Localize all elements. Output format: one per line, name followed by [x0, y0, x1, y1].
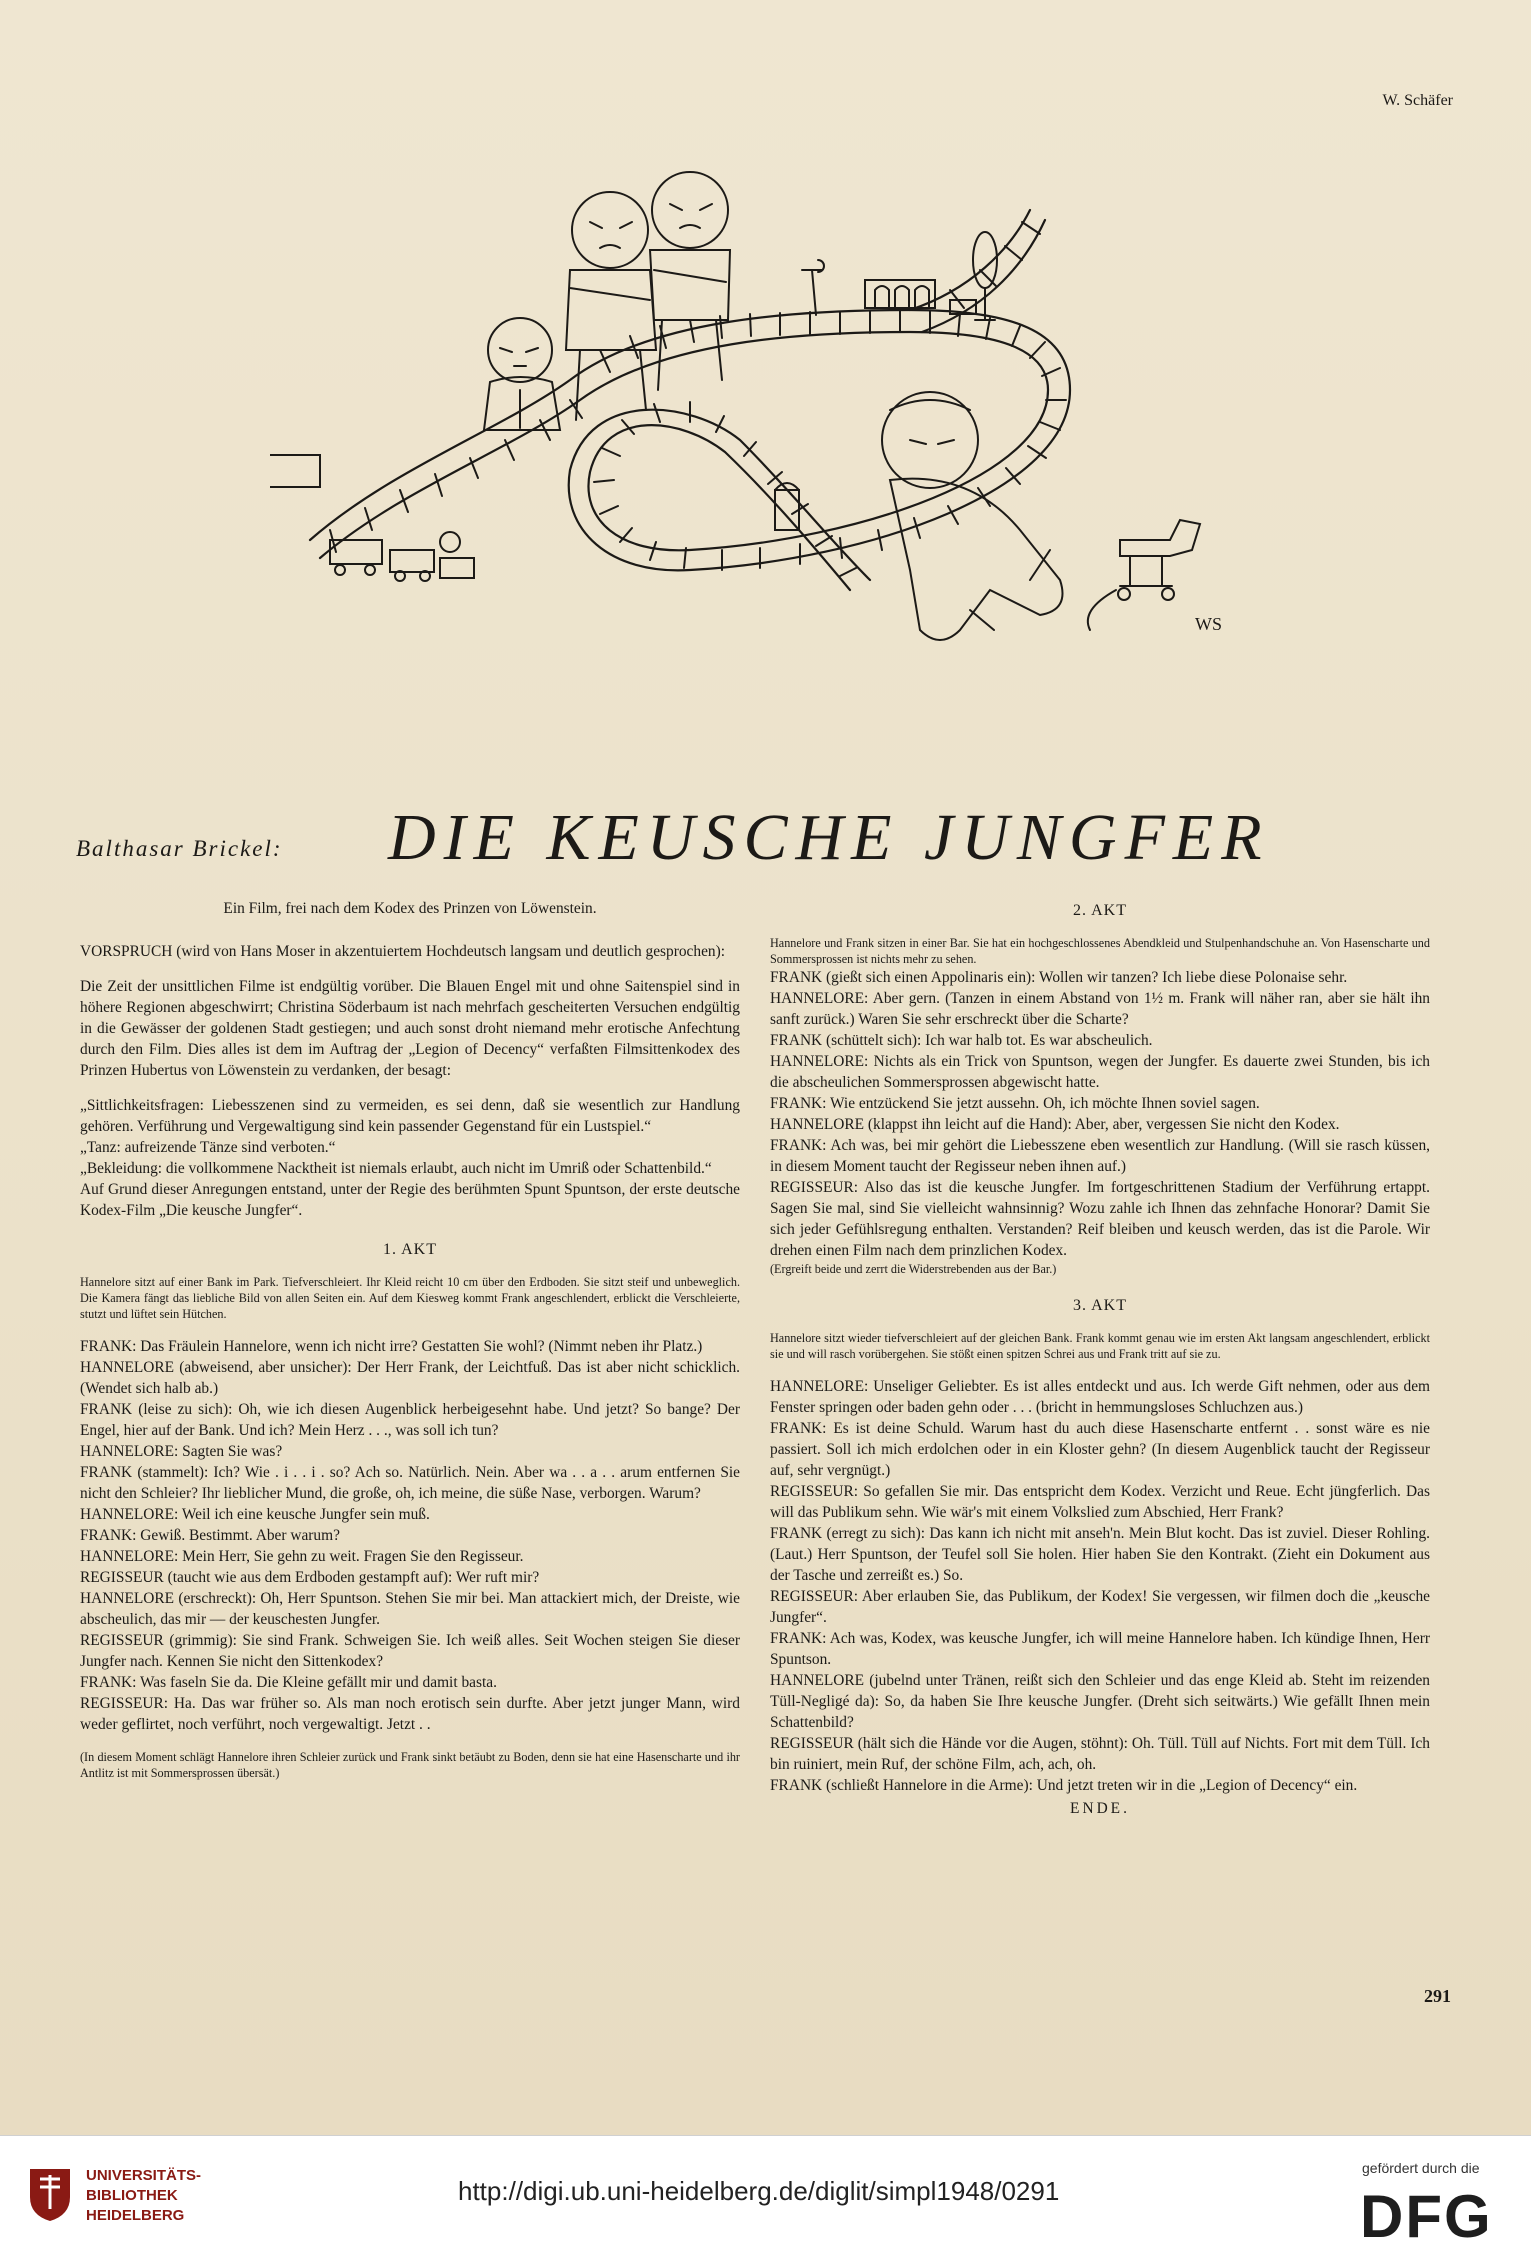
- paragraph: REGISSEUR: Ha. Das war früher so. Als man noch erotisch sein durfte. Aber jetzt junger Mann, wird weder geflirtet, noch verführt, noch vergewaltigt. Jetzt . .: [80, 1695, 740, 1733]
- paragraph: Auf Grund dieser Anregungen entstand, unter der Regie des berühmten Spunt Spuntson, der erste deutsche Kodex-Film „Die keusche Jungfer“.: [80, 1181, 740, 1219]
- left-column: [80, 898, 740, 1781]
- paragraph: FRANK (erregt zu sich): Das kann ich nicht mit anseh'n. Mein Blut kocht. Das ist zuviel. Dieser Rohling. (Laut.) Herr Spuntson, der Teufel soll Sie holen. Hier haben Sie den Kontrakt. (Zieht ein Dokument aus der Tasche und zerreißt es.) So.: [770, 1525, 1430, 1584]
- funded-by-label: gefördert durch die: [1362, 2160, 1480, 2176]
- paragraph: FRANK: Das Fräulein Hannelore, wenn ich nicht irre? Gestatten Sie wohl? (Nimmt neben ihr Platz.): [80, 1338, 703, 1355]
- paragraph-gap: [770, 1277, 1430, 1291]
- illustration-toy-train: [270, 110, 1270, 770]
- paragraph: (Ergreift beide und zerrt die Widerstrebenden aus der Bar.): [770, 1262, 1057, 1276]
- paragraph-gap: [80, 1081, 740, 1095]
- paragraph-gap: [80, 962, 740, 976]
- paragraph: FRANK: Es ist deine Schuld. Warum hast du auch diese Hasenscharte entfernt . . sonst wäre es nie passiert. Soll ich mich erdolchen oder in ein Kloster gehn? (In diesem Augenblick taucht der Regisseur auf, sehr vergnügt.): [770, 1420, 1430, 1479]
- paragraph: HANNELORE: Aber gern. (Tanzen in einem Abstand von 1½ m. Frank will näher ran, aber sie hält ihn sanft zurück.) Waren Sie sehr erschreckt über die Scharte?: [770, 990, 1430, 1028]
- source-url-link[interactable]: http://digi.ub.uni-heidelberg.de/diglit/simpl1948/0291: [458, 2176, 1060, 2206]
- paragraph: FRANK: Ach was, Kodex, was keusche Jungfer, ich will meine Hannelore haben. Ich kündige Ihnen, Herr Spuntson.: [770, 1630, 1430, 1668]
- right-column-body: [770, 900, 1430, 1796]
- paragraph: VORSPRUCH (wird von Hans Moser in akzentuiertem Hochdeutsch langsam und deutlich gesprochen):: [80, 943, 726, 960]
- toy-horse: [1088, 520, 1200, 630]
- paragraph: HANNELORE: Sagten Sie was?: [80, 1443, 283, 1460]
- paragraph: „Sittlichkeitsfragen: Liebesszenen sind zu vermeiden, es sei denn, daß sie wesentlich zur Handlung gehören. Verführung und Vergewaltigung sind kein passender Gegenstand für ein Lustspiel.“: [80, 1097, 740, 1135]
- paragraph-gap: [770, 1362, 1430, 1376]
- dfg-logo: DFG: [1360, 2183, 1493, 2250]
- paragraph: HANNELORE: Nichts als ein Trick von Spuntson, wegen der Jungfer. Es dauerte zwei Stunden, bis ich die abscheulichen Sommersprossen abgewischt hatte.: [770, 1053, 1430, 1091]
- paragraph: FRANK (schüttelt sich): Ich war halb tot. Es war abscheulich.: [770, 1032, 1153, 1049]
- paragraph: REGISSEUR (grimmig): Sie sind Frank. Schweigen Sie. Ich weiß alles. Seit Wochen steigen Sie dieser Jungfer nach. Kennen Sie nicht den Sittenkodex?: [80, 1632, 740, 1670]
- article-title: DIE KEUSCHE JUNGFER: [388, 801, 1270, 874]
- article-author: Balthasar Brickel:: [76, 836, 283, 861]
- act-heading: 3. AKT: [1073, 1297, 1127, 1314]
- paragraph: HANNELORE (abweisend, aber unsicher): Der Herr Frank, der Leichtfuß. Das ist aber nicht schicklich. (Wendet sich halb ab.): [80, 1359, 740, 1397]
- paragraph-gap: [80, 1221, 740, 1235]
- institution-name: UNIVERSITÄTS- BIBLIOTHEK HEIDELBERG: [86, 2167, 202, 2224]
- paragraph: REGISSEUR: So gefallen Sie mir. Das entspricht dem Kodex. Verzicht und Reue. Echt jüngferlich. Das will das Publikum sehn. Wie wär's mit einem Volkslied zum Abschied, Herr Frank?: [770, 1483, 1430, 1521]
- toy-train: [270, 455, 474, 581]
- paragraph: Hannelore sitzt wieder tiefverschleiert auf der gleichen Bank. Frank kommt genau wie im ersten Akt langsam angeschlendert, erblickt sie und will rasch vorübergehen. Sie stößt einen spitzen Schrei aus und Frank tritt auf sie zu.: [770, 1331, 1430, 1361]
- right-column: [770, 896, 1430, 1819]
- paragraph: FRANK: Gewiß. Bestimmt. Aber warum?: [80, 1527, 340, 1544]
- paragraph: REGISSEUR: Also das ist die keusche Jungfer. Im fortgeschrittenen Stadium der Verführung ertappt. Sagen Sie mal, sind Sie vielleicht wahnsinnig? Wozu zahle ich Ihnen das zehnfache Honorar? Damit Sie sich jeder Gefühlsregung enthalten. Verstanden? Reif bleiben und keusch werden, das ist die Parole. Wir drehen einen Film nach dem prinzlichen Kodex.: [770, 1179, 1430, 1259]
- paragraph: REGISSEUR (taucht wie aus dem Erdboden gestampft auf): Wer ruft mir?: [80, 1569, 540, 1586]
- act-heading: 2. AKT: [1073, 902, 1127, 919]
- article-subtitle: Ein Film, frei nach dem Kodex des Prinzen von Löwenstein.: [223, 900, 597, 917]
- paragraph: HANNELORE (klappst ihn leicht auf die Hand): Aber, aber, vergessen Sie nicht den Kodex.: [770, 1116, 1340, 1133]
- paragraph: HANNELORE (erschreckt): Oh, Herr Spuntson. Stehen Sie mir bei. Man attackiert mich, der Dreiste, wie abscheulich, das mir — der keuschesten Jungfer.: [80, 1590, 740, 1628]
- paragraph-gap: [80, 1735, 740, 1749]
- paragraph: „Bekleidung: die vollkommene Nacktheit ist niemals erlaubt, auch nicht im Umriß oder Schattenbild.“: [80, 1160, 712, 1177]
- artist-credit: W. Schäfer: [1382, 92, 1453, 109]
- paragraph: REGISSEUR (hält sich die Hände vor die Augen, stöhnt): Oh. Tüll. Tüll auf Nichts. Fort mit dem Tüll. Ich bin ruiniert, mein Ruf, der schöne Film, ach, ach, oh.: [770, 1735, 1430, 1773]
- paragraph: REGISSEUR: Aber erlauben Sie, das Publikum, der Kodex! Sie vergessen, wir filmen doch die „keusche Jungfer“.: [770, 1588, 1430, 1626]
- station-building: [775, 232, 997, 530]
- paragraph: Hannelore und Frank sitzen in einer Bar. Sie hat ein hochgeschlossenes Abendkleid und Stulpenhandschuhe an. Von Hasenscharte und Sommersprossen ist nichts mehr zu sehen.: [770, 936, 1430, 966]
- paragraph: FRANK (gießt sich einen Appolinaris ein): Wollen wir tanzen? Ich liebe diese Polonaise sehr.: [770, 969, 1348, 986]
- paragraph: (In diesem Moment schlägt Hannelore ihren Schleier zurück und Frank sinkt betäubt zu Boden, denn sie hat eine Hasenscharte und ihr Antlitz ist mit Sommersprossen übersät.): [80, 1750, 740, 1780]
- university-seal-icon: [24, 2163, 76, 2225]
- illustration-signature: WS: [1195, 614, 1222, 634]
- left-column-body: [80, 941, 740, 1781]
- ende-mark: ENDE.: [1070, 1800, 1130, 1817]
- paragraph: HANNELORE: Mein Herr, Sie gehn zu weit. Fragen Sie den Regisseur.: [80, 1548, 524, 1565]
- page-number: 291: [1424, 1986, 1451, 2006]
- paragraph: HANNELORE: Weil ich eine keusche Jungfer sein muß.: [80, 1506, 430, 1523]
- paragraph: HANNELORE: Unseliger Geliebter. Es ist alles entdeckt und aus. Ich werde Gift nehmen, oder aus dem Fenster springen oder baden gehn oder . . . (bricht in hemmungsloses Schluchzen aus.): [770, 1378, 1430, 1416]
- paragraph: FRANK: Ach was, bei mir gehört die Liebesszene eben wesentlich zur Handlung. (Will sie rasch küssen, in diesem Moment taucht der Regisseur neben ihnen auf.): [770, 1137, 1430, 1175]
- paragraph-gap: [80, 1322, 740, 1336]
- paragraph: FRANK (stammelt): Ich? Wie . i . . i . so? Ach so. Natürlich. Nein. Aber wa . . a . . arum entfernen Sie nicht den Schleier? Ihr lieblicher Mund, die große, oh, ich meine, die süße Nase, verborgen. Warum?: [80, 1464, 740, 1502]
- paragraph: HANNELORE (jubelnd unter Tränen, reißt sich den Schleier und das enge Kleid ab. Steht im reizenden Tüll-Negligé da): So, da haben Sie Ihre keusche Jungfer. (Dreht sich seitwärts.) Wie gefällt Ihnen mein Schattenbild?: [770, 1672, 1430, 1731]
- footer-bar: [0, 2135, 1531, 2258]
- paragraph: FRANK: Was faseln Sie da. Die Kleine gefällt mir und damit basta.: [80, 1674, 497, 1691]
- paragraph: Die Zeit der unsittlichen Filme ist endgültig vorüber. Die Blauen Engel mit und ohne Saitenspiel sind in höhere Regionen abgeschwirrt; Christina Söderbaum ist nach mehrfach gescheiterten Versuchen endgültig in die Gewässer der goldenen Stadt gestiegen; und auch sonst droht niemand mehr erotische Anfechtung durch den Film. Dies alles ist dem im Auftrag der „Legion of Decency“ verfaßten Filmsittenkodex des Prinzen Hubertus von Löwenstein zu verdanken, der besagt:: [80, 978, 740, 1079]
- boy-figures: [484, 172, 730, 430]
- paragraph: FRANK: Wie entzückend Sie jetzt aussehn. Oh, ich möchte Ihnen soviel sagen.: [770, 1095, 1260, 1112]
- act-heading: 1. AKT: [383, 1241, 437, 1258]
- paragraph: FRANK (schließt Hannelore in die Arme): Und jetzt treten wir in die „Legion of Decency“ ein.: [770, 1777, 1358, 1794]
- paragraph: „Tanz: aufreizende Tänze sind verboten.“: [80, 1139, 336, 1156]
- paragraph: Hannelore sitzt auf einer Bank im Park. Tiefverschleiert. Ihr Kleid reicht 10 cm über den Erdboden. Sie sitzt steif und unbeweglich. Die Kamera fängt das liebliche Bild von allen Seiten ein. Auf dem Kiesweg kommt Frank angeschlendert, erblickt die Verschleierte, stutzt und lüftet sein Hütchen.: [80, 1275, 740, 1321]
- paragraph: FRANK (leise zu sich): Oh, wie ich diesen Augenblick herbeigesehnt habe. Und jetzt? So bange? Der Engel, hier auf der Bank. Und ich? Mein Herz . . ., was soll ich tun?: [80, 1401, 740, 1439]
